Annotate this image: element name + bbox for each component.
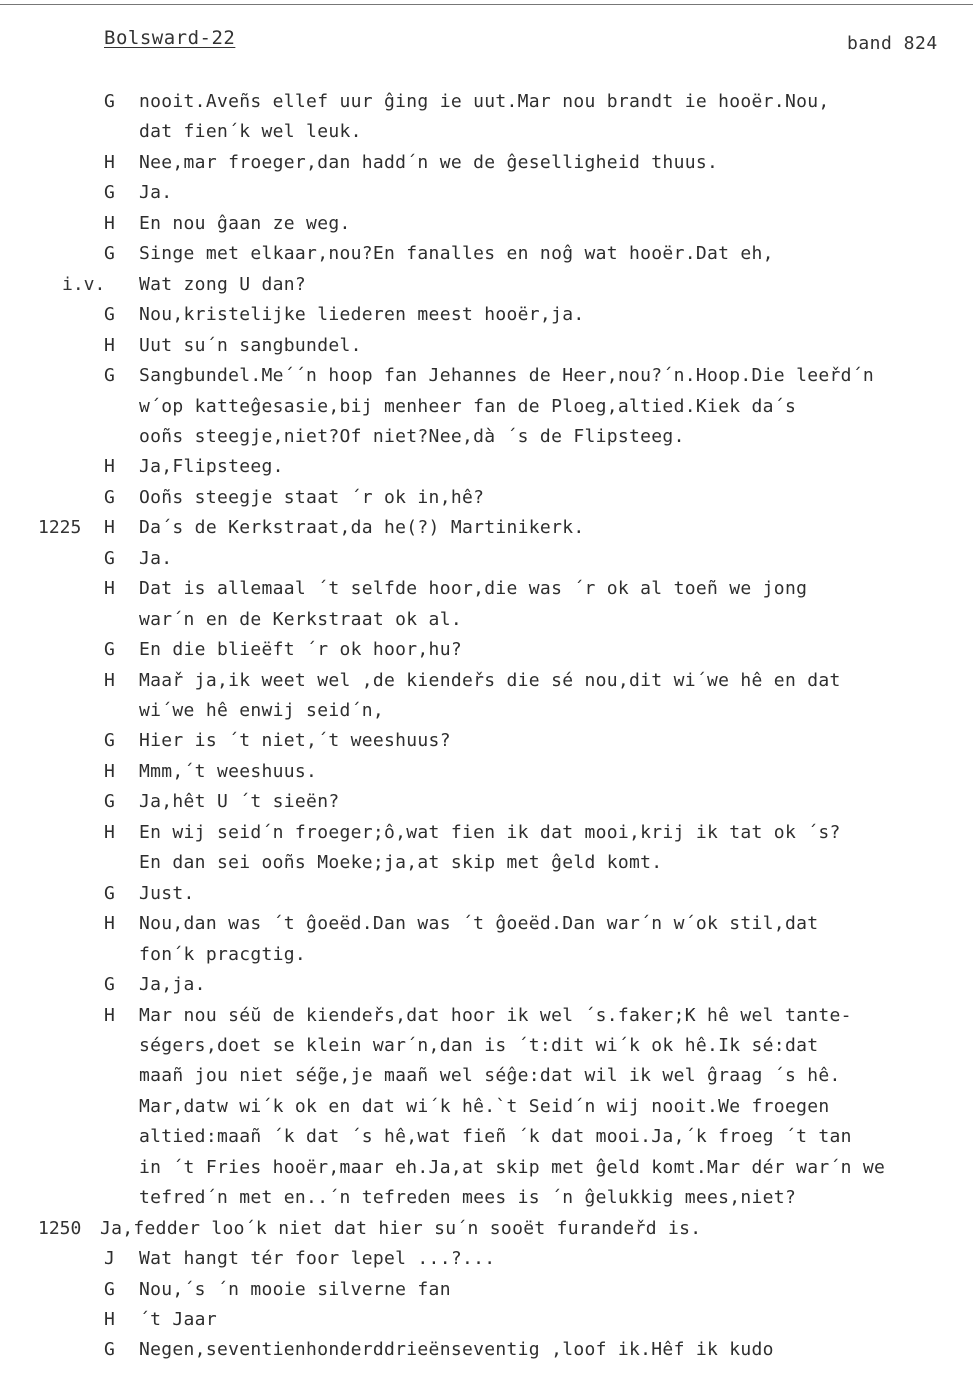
speaker-label: H [104, 821, 115, 843]
transcript-line [0, 1157, 973, 1187]
transcript-line [0, 1248, 973, 1278]
speaker-label: G [104, 730, 115, 752]
utterance-text: Negen,seventienhonderddrieënseventig ,loof ik.Hêf ik kudo [139, 1339, 774, 1361]
transcript-line [0, 883, 973, 913]
transcript-line [0, 609, 973, 639]
transcript-line [0, 335, 973, 365]
transcript-line [0, 152, 973, 182]
transcript-line [0, 822, 973, 852]
speaker-label: G [104, 974, 115, 996]
transcript-line [0, 487, 973, 517]
top-rule [0, 4, 973, 5]
utterance-text: Just. [139, 882, 195, 904]
transcript-line [0, 730, 973, 760]
speaker-label: H [104, 1004, 115, 1026]
utterance-text: Ja. [139, 547, 173, 569]
transcript-line [0, 274, 973, 304]
utterance-text: fon´k pracgtig. [139, 943, 307, 965]
speaker-label: H [104, 913, 115, 935]
utterance-text: Mar nou séŭ de kiendeřs,dat hoor ik wel ´s.faker;K hê wel tante- [139, 1004, 852, 1026]
utterance-text: Hier is ´t niet,´t weeshuus? [139, 730, 451, 752]
utterance-text: wi´we hê enwij seid´n, [139, 700, 385, 721]
transcript-line [0, 121, 973, 151]
utterance-text: dat fien´k wel leuk. [139, 121, 362, 143]
speaker-label: H [104, 517, 115, 539]
speaker-label: H [104, 669, 115, 691]
utterance-text: Ja,hêt U ´t sieën? [139, 791, 340, 813]
utterance-text: En dan sei ooñs Moeke;ja,at skip met ĝeld komt. [139, 852, 663, 874]
transcript-line [0, 700, 973, 730]
transcript-line [0, 791, 973, 821]
speaker-label: H [104, 1309, 115, 1330]
transcript-line [0, 396, 973, 426]
utterance-text: Nou,kristelijke liederen meest hooër,ja. [139, 304, 585, 326]
utterance-text: Nee,mar froeger,dan hadd´n we de ĝeselligheid thuus. [139, 151, 719, 173]
utterance-text: Wat hangt tér foor lepel ...?... [139, 1248, 496, 1270]
transcript-line [0, 1339, 973, 1369]
transcript-line [0, 578, 973, 608]
speaker-label: G [104, 791, 115, 813]
transcript-line [0, 548, 973, 578]
transcript-line [0, 944, 973, 974]
utterance-text: ooñs steegje,niet?Of niet?Nee,dà ´s de Flipsteeg. [139, 425, 685, 447]
speaker-label: G [104, 243, 115, 265]
utterance-text: En nou ĝaan ze weg. [139, 212, 351, 234]
transcript-line [0, 761, 973, 791]
utterance-text: Mmm,´t weeshuus. [139, 760, 318, 782]
transcript-line [0, 1309, 973, 1339]
transcript-line [0, 1218, 973, 1248]
utterance-text: w´op katteĝesasie,bij menheer fan de Ploeg,altied.Kiek da´s [139, 395, 797, 417]
utterance-text: altied:maañ ´k dat ´s hê,wat fieñ ´k dat mooi.Ja,´k froeg ´t tan [139, 1126, 852, 1148]
speaker-label: H [104, 456, 115, 478]
transcript-line [0, 243, 973, 273]
speaker-label: G [104, 882, 115, 904]
speaker-label: J [104, 1248, 115, 1270]
utterance-text: Maař ja,ik weet wel ,de kiendeřs die sé nou,dit wi´we hê en dat [139, 669, 841, 691]
utterance-text: Da´s de Kerkstraat,da he(?) Martinikerk. [139, 517, 585, 539]
utterance-text: Ooñs steegje staat ´r ok in,hê? [139, 486, 485, 508]
transcript-line [0, 1126, 973, 1156]
utterance-text: Wat zong U dan? [139, 273, 307, 295]
utterance-text: maañ jou niet ség̃e,je maañ wel séĝe:dat wil ik wel ĝraag ´s hê. [139, 1065, 841, 1087]
transcript-line [0, 913, 973, 943]
document-id: Bolsward-22 [104, 27, 236, 49]
transcript-line [0, 182, 973, 212]
transcript-line [0, 1096, 973, 1126]
utterance-text: Ja,Flipsteeg. [139, 456, 284, 478]
utterance-text: nooit.Aveñs ellef uur ĝing ie uut.Mar nou brandt ie hooër.Nou, [139, 91, 830, 112]
speaker-label: G [104, 1278, 115, 1300]
transcript-line [0, 1279, 973, 1309]
transcript-line [0, 974, 973, 1004]
transcript-line [0, 639, 973, 669]
speaker-label: G [104, 486, 115, 508]
speaker-label: G [104, 91, 115, 112]
utterance-text: Sangbundel.Me´´n hoop fan Jehannes de Heer,nou?´n.Hoop.Die leeřd´n [139, 365, 875, 387]
utterance-text: ´t Jaar [139, 1309, 217, 1330]
transcript-line [0, 1187, 973, 1217]
transcript-line [0, 1035, 973, 1065]
speaker-label: G [104, 1339, 115, 1361]
transcript-line [0, 852, 973, 882]
speaker-label: H [104, 578, 115, 600]
transcript-line [0, 213, 973, 243]
speaker-label: G [104, 365, 115, 387]
transcript-line [0, 670, 973, 700]
transcript-line [0, 517, 973, 547]
transcript-line [0, 1065, 973, 1095]
speaker-label: H [104, 151, 115, 173]
transcript-line [0, 1005, 973, 1035]
utterance-text: Uut su´n sangbundel. [139, 334, 362, 356]
utterance-text: in ´t Fries hooër,maar eh.Ja,at skip met ĝeld komt.Mar dér war´n we [139, 1156, 886, 1178]
utterance-text: Ja,ja. [139, 974, 206, 996]
line-number: 1250 [38, 1217, 82, 1239]
utterance-text: tefred´n met en..´n tefreden mees is ´n ĝelukkig mees,niet? [139, 1187, 797, 1209]
speaker-label: G [104, 304, 115, 326]
utterance-text: Nou,dan was ´t ĝoeëd.Dan was ´t ĝoeëd.Dan war´n w´ok stil,dat [139, 913, 819, 935]
speaker-label: i.v. [62, 273, 106, 295]
transcript-line [0, 365, 973, 395]
utterance-text: war´n en de Kerkstraat ok al. [139, 608, 462, 630]
utterance-text: En wij seid´n froeger;ô,wat fien ik dat mooi,krij ik tat ok ´s? [139, 821, 841, 843]
tape-number: band 824 [847, 33, 938, 54]
speaker-label: G [104, 547, 115, 569]
transcript-line [0, 456, 973, 486]
utterance-text: Ja. [139, 182, 173, 204]
speaker-label: G [104, 639, 115, 661]
transcript-line [0, 426, 973, 456]
utterance-text: Dat is allemaal ´t selfde hoor,die was ´r ok al toeñ we jong [139, 578, 808, 600]
line-number: 1225 [38, 517, 82, 539]
speaker-label: G [104, 182, 115, 204]
speaker-label: H [104, 760, 115, 782]
utterance-text: En die blieëft ´r ok hoor,hu? [139, 639, 462, 661]
utterance-text: Nou,´s ´n mooie silverne fan [139, 1278, 451, 1300]
utterance-text: Singe met elkaar,nou?En fanalles en noĝ wat hooër.Dat eh, [139, 243, 774, 265]
transcript-line [0, 91, 973, 121]
transcript-line [0, 304, 973, 334]
utterance-text: Ja,fedder loo´k niet dat hier su´n sooët furandeřd is. [100, 1217, 702, 1239]
speaker-label: H [104, 334, 115, 356]
speaker-label: H [104, 212, 115, 234]
utterance-text: ségers,doet se klein war´n,dan is ´t:dit wi´k ok hê.Ik sé:dat [139, 1034, 819, 1056]
utterance-text: Mar,datw wi´k ok en dat wi´k hê.`t Seid´n wij nooit.We froegen [139, 1095, 830, 1117]
